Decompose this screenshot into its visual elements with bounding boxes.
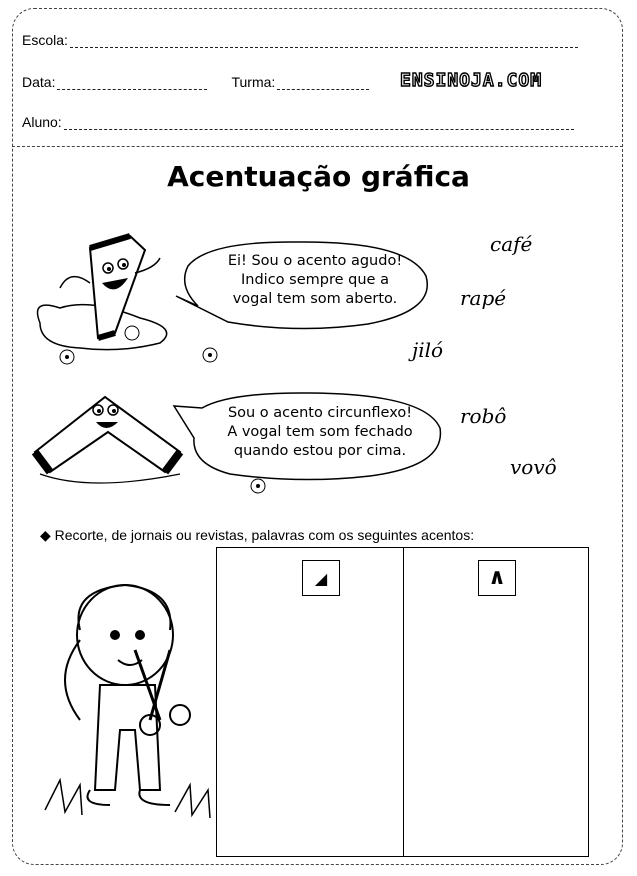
instruction-text: Recorte, de jornais ou revistas, palavras com os seguintes acentos: [54, 527, 475, 543]
acute-line-2: Indico sempre que a [241, 272, 389, 288]
escola-row [22, 32, 578, 48]
data-field[interactable] [57, 77, 207, 90]
circumflex-line-1: Sou o acento circunflexo! [227, 405, 413, 421]
acute-symbol-box [302, 560, 340, 596]
word-jilo: jiló [412, 338, 444, 362]
acute-bubble-text [195, 252, 435, 309]
page-title: Acentuação gráfica [167, 160, 470, 193]
aluno-row [22, 114, 574, 130]
turma-field[interactable] [277, 77, 369, 90]
acute-line-3: vogal tem som aberto. [232, 291, 398, 307]
bullet-icon: ◆ [40, 527, 55, 543]
circumflex-line-3: quando estou por cima. [233, 443, 407, 459]
data-label: Data: [22, 74, 56, 90]
acute-line-1: Ei! Sou o acento agudo! [227, 253, 403, 269]
girl-with-scissors-icon [40, 580, 220, 850]
circumflex-bubble-text [200, 404, 440, 461]
flowers-icon [55, 345, 230, 375]
circumflex-symbol-box [478, 560, 516, 596]
word-vovo: vovô [510, 455, 557, 479]
word-rape: rapé [460, 286, 507, 310]
instruction [40, 527, 474, 544]
word-cafe: café [490, 232, 533, 256]
site-logo: ENSINOJA.COM [400, 70, 543, 91]
aluno-label: Aluno: [22, 114, 62, 130]
aluno-field[interactable] [64, 117, 574, 130]
turma-label: Turma: [231, 74, 276, 90]
circumflex-line-2: A vogal tem som fechado [227, 424, 413, 440]
circumflex-accent-character-icon [30, 392, 190, 502]
circumflex-symbol-icon: ∧ [488, 565, 506, 590]
acute-symbol-icon: ◢ [314, 569, 328, 588]
header-divider [12, 146, 623, 147]
escola-field[interactable] [70, 35, 578, 48]
word-robo: robô [460, 404, 507, 428]
escola-label: Escola: [22, 32, 68, 48]
data-row [22, 74, 369, 90]
